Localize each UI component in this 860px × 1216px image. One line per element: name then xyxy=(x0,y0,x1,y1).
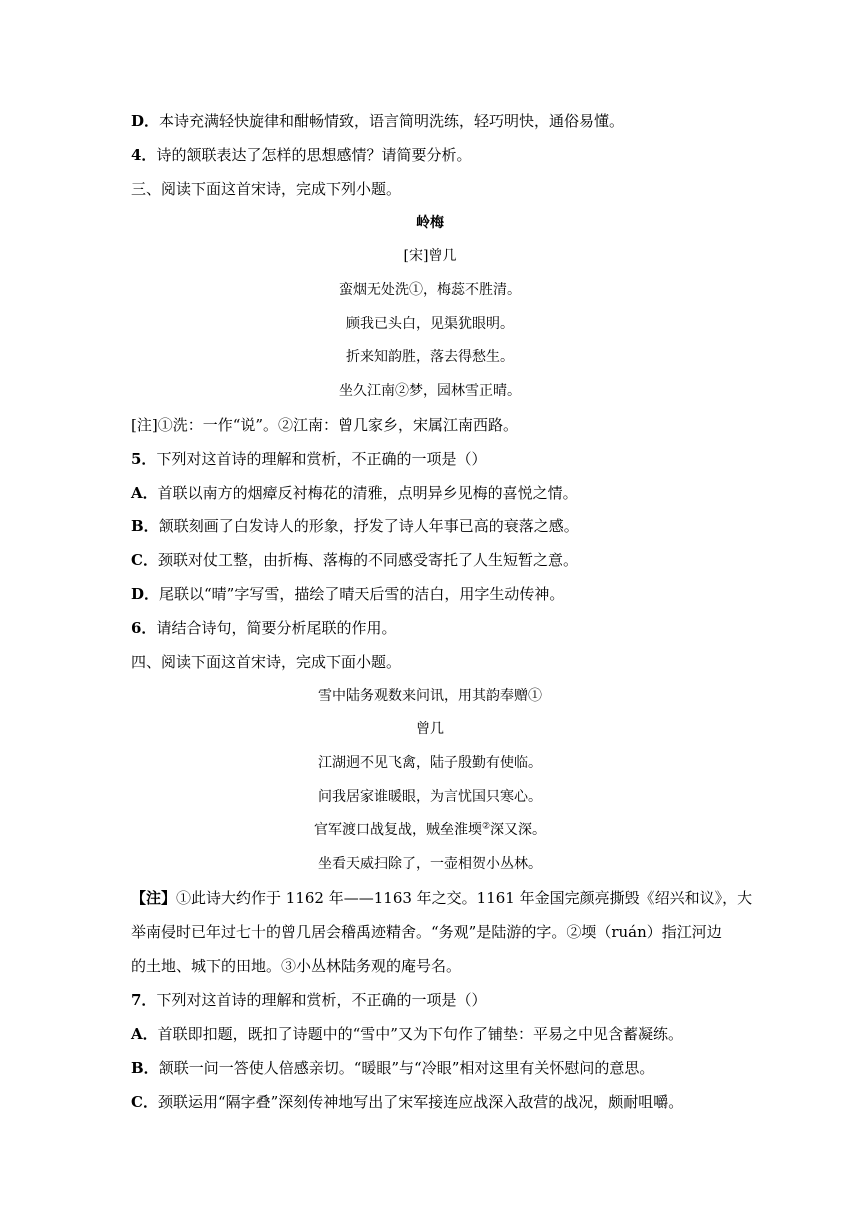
question-number: 4． xyxy=(131,146,157,164)
question-5 xyxy=(131,449,486,469)
poem-line-text: 深又深。 xyxy=(490,822,547,838)
option-letter: D． xyxy=(131,585,160,603)
option-text: 颔联一问一答使人倍感亲切。“暖眼”与“冷眼”相对这里有关怀慰问的意思。 xyxy=(158,1059,655,1077)
poem-1-line: 顾我已头白，见渠犹眼明。 xyxy=(346,316,514,332)
q5-option-a xyxy=(131,483,578,503)
q5-option-d xyxy=(131,584,564,604)
q5-option-c xyxy=(131,550,578,570)
option-letter: B． xyxy=(131,517,159,535)
note-text: ①此诗大约作于 1162 年——1163 年之交。1161 年金国完颜亮撕毁《绍兴和议》，大 xyxy=(176,889,753,907)
question-text: 请结合诗句，简要分析尾联的作用。 xyxy=(156,619,397,637)
poem-2-note xyxy=(131,888,752,908)
option-text: 颈联运用“隔字叠”深刻传神地写出了宋军接连应战深入敌营的战况，颇耐咀嚼。 xyxy=(157,1093,684,1111)
question-stem: 下列对这首诗的理解和赏析，不正确的一项是（） xyxy=(156,991,487,1009)
poem-1-title: 岭梅 xyxy=(416,215,444,231)
poem-2-note-cont: 的土地、城下的田地。③小丛林陆务观的庵号名。 xyxy=(131,957,462,975)
poem-2-title: 雪中陆务观数来问讯，用其韵奉赠① xyxy=(318,688,542,704)
question-7 xyxy=(131,990,486,1010)
q7-option-b xyxy=(131,1058,654,1078)
note-label: 【注】 xyxy=(131,889,177,907)
poem-1-line: 折来知韵胜，落去得愁生。 xyxy=(346,349,514,365)
option-letter: A． xyxy=(131,1025,158,1043)
poem-1-line: 蛮烟无处洗①，梅蕊不胜清。 xyxy=(339,282,521,298)
poem-2-line xyxy=(0,820,860,840)
section-3-heading: 三、阅读下面这首宋诗，完成下列小题。 xyxy=(131,180,402,198)
poem-1-line: 坐久江南②梦，园林雪正晴。 xyxy=(339,383,521,399)
option-letter: C． xyxy=(131,1093,158,1111)
option-text: 颔联刻画了白发诗人的形象，抒发了诗人年事已高的衰落之感。 xyxy=(158,517,579,535)
q7-option-a xyxy=(131,1024,683,1044)
q3-option-d xyxy=(131,111,624,131)
poem-2-note-cont: 举南侵时已年过七十的曾几居会稽禹迹精舍。“务观”是陆游的字。②堧（ruán）指江河边 xyxy=(131,923,722,941)
option-letter: C． xyxy=(131,551,158,569)
question-stem: 下列对这首诗的理解和赏析，不正确的一项是（） xyxy=(156,450,487,468)
poem-2-author: 曾几 xyxy=(416,721,444,737)
option-text: 首联即扣题，既扣了诗题中的“雪中”又为下句作了铺垫：平易之中见含蓄凝练。 xyxy=(157,1025,683,1043)
poem-2-line: 问我居家谁暖眼，为言忧国只寒心。 xyxy=(318,789,542,805)
section-4-heading: 四、阅读下面这首宋诗，完成下面小题。 xyxy=(131,653,402,671)
question-6 xyxy=(131,618,396,638)
poem-1-note: [注]①洗：一作“说”。②江南：曾几家乡，宋属江南西路。 xyxy=(131,416,519,434)
option-text: 本诗充满轻快旋律和酣畅情致，语言简明洗练，轻巧明快，通俗易懂。 xyxy=(159,112,625,130)
poem-2-line: 坐看天威扫除了，一壶相贺小丛林。 xyxy=(318,856,542,872)
question-text: 诗的颔联表达了怎样的思想感情？请简要分析。 xyxy=(156,146,472,164)
question-number: 7． xyxy=(131,991,157,1009)
question-number: 5． xyxy=(131,450,157,468)
q7-option-c xyxy=(131,1092,683,1112)
footnote-marker: ② xyxy=(481,821,491,832)
option-text: 首联以南方的烟瘴反衬梅花的清雅，点明异乡见梅的喜悦之情。 xyxy=(157,484,578,502)
option-text: 颈联对仗工整，由折梅、落梅的不同感受寄托了人生短暂之意。 xyxy=(157,551,578,569)
question-4 xyxy=(131,145,471,165)
poem-1-author: [宋]曾几 xyxy=(403,248,457,264)
q5-option-b xyxy=(131,516,579,536)
option-letter: A． xyxy=(131,484,158,502)
option-text: 尾联以“晴”字写雪，描绘了晴天后雪的洁白，用字生动传神。 xyxy=(159,585,565,603)
option-letter: D． xyxy=(131,112,160,130)
option-letter: B． xyxy=(131,1059,159,1077)
poem-2-line: 江湖迥不见飞禽，陆子殷勤有使临。 xyxy=(318,755,542,771)
question-number: 6． xyxy=(131,619,157,637)
poem-line-text: 官军渡口战复战，贼垒淮堧 xyxy=(313,822,482,838)
